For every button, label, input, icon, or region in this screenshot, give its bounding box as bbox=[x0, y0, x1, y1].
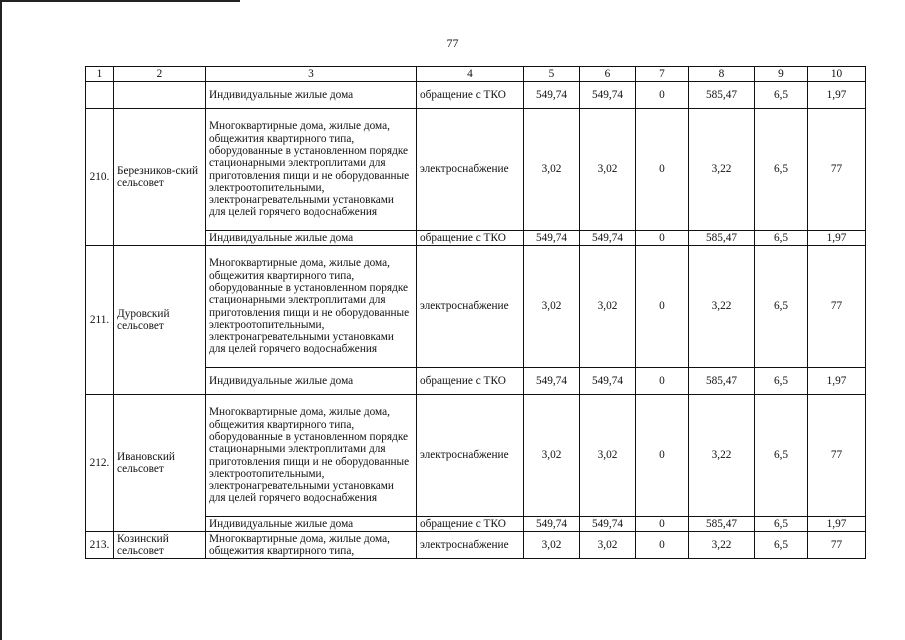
page-number: 77 bbox=[446, 36, 459, 50]
value-cell: 585,47 bbox=[689, 368, 755, 395]
service-cell: электроснабжение bbox=[417, 246, 524, 368]
value-cell: 549,74 bbox=[524, 231, 580, 246]
value-cell: 0 bbox=[636, 109, 689, 231]
value-cell: 549,74 bbox=[580, 368, 636, 395]
value-cell: 0 bbox=[636, 231, 689, 246]
value-cell: 3,02 bbox=[580, 532, 636, 559]
row-number-cell: 212. bbox=[86, 395, 114, 532]
value-cell: 3,02 bbox=[580, 395, 636, 517]
value-cell: 6,5 bbox=[755, 517, 808, 532]
category-cell: Многоквартирные дома, жилые дома, общежития квартирного типа, оборудованные в установленном порядке стационарными электроплитами для приготовления пищи и не оборудованные электроотопительными, электронагревательными установками для целей горячего водоснабжения bbox=[206, 109, 417, 231]
value-cell: 3,22 bbox=[689, 532, 755, 559]
value-cell: 3,22 bbox=[689, 395, 755, 517]
value-cell: 0 bbox=[636, 246, 689, 368]
value-cell: 3,02 bbox=[524, 246, 580, 368]
category-cell: Индивидуальные жилые дома bbox=[206, 368, 417, 395]
category-cell: Индивидуальные жилые дома bbox=[206, 517, 417, 532]
value-cell: 3,02 bbox=[524, 109, 580, 231]
service-cell: обращение с ТКО bbox=[417, 231, 524, 246]
value-cell: 549,74 bbox=[524, 82, 580, 109]
value-cell: 1,97 bbox=[808, 368, 866, 395]
header-cell-3: 3 bbox=[206, 67, 417, 82]
row-number-cell: 210. bbox=[86, 109, 114, 246]
value-cell: 6,5 bbox=[755, 395, 808, 517]
value-cell: 549,74 bbox=[524, 368, 580, 395]
service-cell: электроснабжение bbox=[417, 532, 524, 559]
scan-edge-top bbox=[0, 0, 240, 2]
header-cell-7: 7 bbox=[636, 67, 689, 82]
value-cell: 6,5 bbox=[755, 109, 808, 231]
category-cell: Многоквартирные дома, жилые дома, общежития квартирного типа, оборудованные в установленном порядке стационарными электроплитами для приготовления пищи и не оборудованные электроотопительными, электронагревательными установками для целей горячего водоснабжения bbox=[206, 246, 417, 368]
table-row bbox=[86, 395, 866, 517]
value-cell: 0 bbox=[636, 368, 689, 395]
value-cell: 1,97 bbox=[808, 231, 866, 246]
header-cell-4: 4 bbox=[417, 67, 524, 82]
value-cell: 6,5 bbox=[755, 82, 808, 109]
header-cell-10: 10 bbox=[808, 67, 866, 82]
table-row bbox=[86, 109, 866, 231]
value-cell: 0 bbox=[636, 395, 689, 517]
header-cell-8: 8 bbox=[689, 67, 755, 82]
value-cell: 77 bbox=[808, 109, 866, 231]
service-cell: электроснабжение bbox=[417, 109, 524, 231]
table-row bbox=[86, 532, 866, 559]
value-cell: 549,74 bbox=[580, 82, 636, 109]
scan-edge-left bbox=[0, 0, 2, 640]
value-cell: 585,47 bbox=[689, 82, 755, 109]
category-cell: Многоквартирные дома, жилые дома, общежития квартирного типа, оборудованные в установленном порядке стационарными электроплитами для приготовления пищи и не оборудованные электроотопительными, электронагревательными установками для целей горячего водоснабжения bbox=[206, 395, 417, 517]
row-number-cell bbox=[86, 82, 114, 109]
value-cell: 549,74 bbox=[524, 517, 580, 532]
value-cell: 6,5 bbox=[755, 231, 808, 246]
header-cell-9: 9 bbox=[755, 67, 808, 82]
value-cell: 6,5 bbox=[755, 368, 808, 395]
value-cell: 3,02 bbox=[580, 109, 636, 231]
table-row bbox=[86, 246, 866, 368]
settlement-name-cell bbox=[114, 82, 206, 109]
value-cell: 585,47 bbox=[689, 231, 755, 246]
value-cell: 549,74 bbox=[580, 517, 636, 532]
service-cell: электроснабжение bbox=[417, 395, 524, 517]
settlement-name-cell: Ивановский сельсовет bbox=[114, 395, 206, 532]
value-cell: 585,47 bbox=[689, 517, 755, 532]
category-cell: Многоквартирные дома, жилые дома, общежития квартирного типа, bbox=[206, 532, 417, 559]
table-row bbox=[86, 82, 866, 109]
header-cell-6: 6 bbox=[580, 67, 636, 82]
header-cell-5: 5 bbox=[524, 67, 580, 82]
header-row bbox=[86, 67, 866, 82]
value-cell: 77 bbox=[808, 395, 866, 517]
value-cell: 6,5 bbox=[755, 532, 808, 559]
service-cell: обращение с ТКО bbox=[417, 82, 524, 109]
settlement-name-cell: Дуровский сельсовет bbox=[114, 246, 206, 395]
value-cell: 6,5 bbox=[755, 246, 808, 368]
value-cell: 1,97 bbox=[808, 82, 866, 109]
value-cell: 3,02 bbox=[524, 395, 580, 517]
value-cell: 549,74 bbox=[580, 231, 636, 246]
value-cell: 0 bbox=[636, 517, 689, 532]
value-cell: 77 bbox=[808, 532, 866, 559]
row-number-cell: 211. bbox=[86, 246, 114, 395]
category-cell: Индивидуальные жилые дома bbox=[206, 82, 417, 109]
header-cell-1: 1 bbox=[86, 67, 114, 82]
value-cell: 3,22 bbox=[689, 246, 755, 368]
value-cell: 3,22 bbox=[689, 109, 755, 231]
settlement-name-cell: Козинский сельсовет bbox=[114, 532, 206, 559]
value-cell: 1,97 bbox=[808, 517, 866, 532]
value-cell: 3,02 bbox=[524, 532, 580, 559]
category-cell: Индивидуальные жилые дома bbox=[206, 231, 417, 246]
service-cell: обращение с ТКО bbox=[417, 517, 524, 532]
value-cell: 0 bbox=[636, 82, 689, 109]
value-cell: 0 bbox=[636, 532, 689, 559]
row-number-cell: 213. bbox=[86, 532, 114, 559]
settlement-name-cell: Березников-ский сельсовет bbox=[114, 109, 206, 246]
value-cell: 77 bbox=[808, 246, 866, 368]
service-cell: обращение с ТКО bbox=[417, 368, 524, 395]
value-cell: 3,02 bbox=[580, 246, 636, 368]
tariff-table bbox=[85, 66, 866, 559]
header-cell-2: 2 bbox=[114, 67, 206, 82]
